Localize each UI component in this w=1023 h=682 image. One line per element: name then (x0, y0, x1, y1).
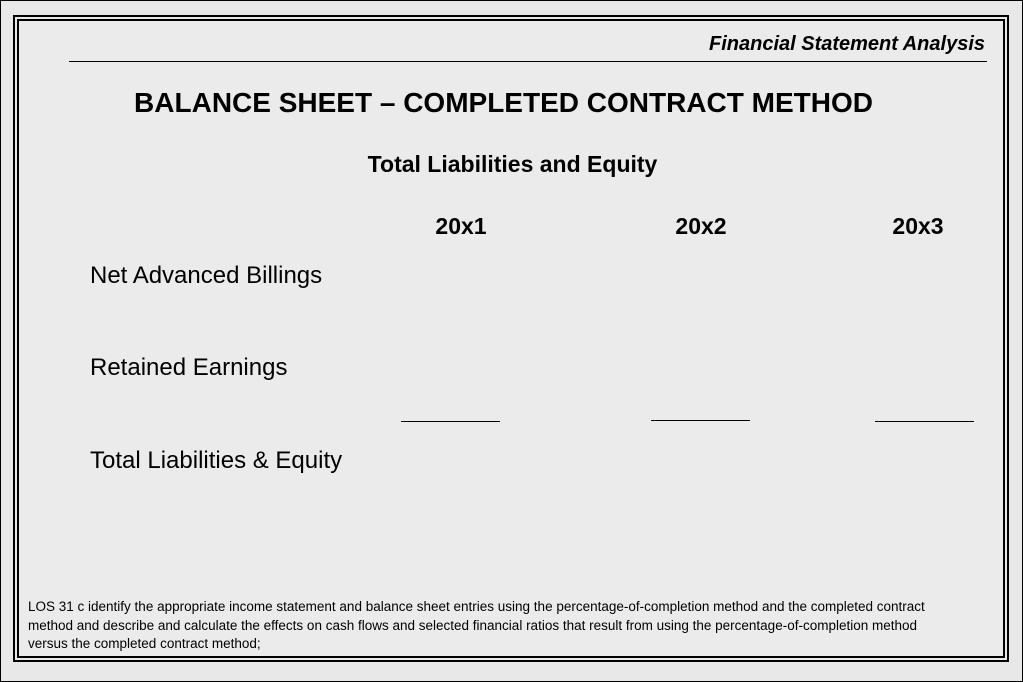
slide-title (1, 87, 1023, 119)
row-label-total-liabilities-equity: Total Liabilities & Equity (90, 447, 343, 474)
header-rule (69, 61, 987, 62)
row-label-net-advanced-billings: Net Advanced Billings (90, 262, 323, 289)
column-header-20x2: 20x2 (675, 213, 727, 239)
slide-title-text: BALANCE SHEET – COMPLETED CONTRACT METHOD (134, 87, 873, 118)
learning-outcome-statement: LOS 31 c identify the appropriate income statement and balance sheet entries using the percentage-of-completion method and the completed contract method and describe and calculate the effects on cash flows and selected financial ratios that result from using the percentage-of-completion method versus the completed contract method; (28, 599, 925, 651)
sum-line-20x2 (651, 420, 750, 421)
header-title: Financial Statement Analysis (708, 33, 985, 55)
sum-line-20x1 (401, 421, 500, 422)
sum-line-20x3 (875, 421, 974, 422)
column-header-20x3: 20x3 (892, 213, 944, 239)
column-header-20x1: 20x1 (435, 213, 487, 239)
row-label-retained-earnings: Retained Earnings (90, 354, 288, 381)
slide-subtitle: Total Liabilities and Equity (367, 151, 658, 177)
